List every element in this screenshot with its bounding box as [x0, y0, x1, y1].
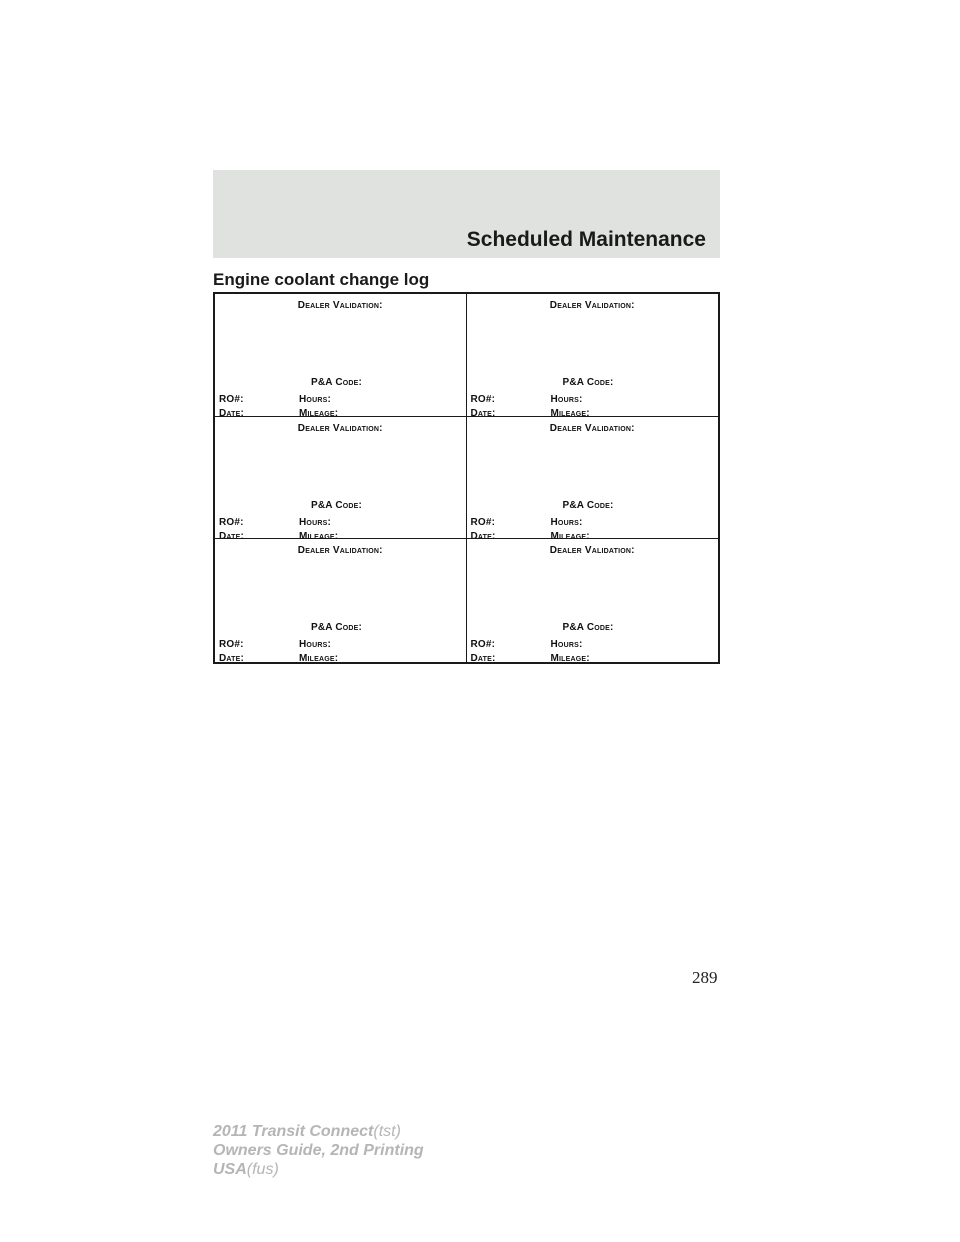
log-entry-cell — [467, 539, 719, 665]
ro-number-label: RO#: — [219, 394, 244, 405]
hours-label: Hours: — [550, 394, 583, 405]
dealer-validation-label: Dealer Validation: — [297, 545, 383, 557]
footer-line-3 — [213, 1160, 424, 1179]
hours-label: Hours: — [299, 639, 331, 651]
hours-label: Hours: — [299, 394, 331, 405]
pa-code-label: P&A Code: — [562, 377, 614, 388]
footer-line-2: Owners Guide, 2nd Printing — [213, 1142, 424, 1159]
log-entry-cell — [215, 417, 467, 540]
log-entry-cell — [467, 294, 719, 417]
date-label: Date: — [219, 653, 245, 665]
mileage-label: Mileage: — [299, 408, 339, 419]
pa-code-label: P&A Code: — [562, 622, 614, 634]
date-label: Date: — [470, 653, 496, 665]
pa-code-label: P&A Code: — [311, 622, 363, 634]
footer-model: 2011 Transit Connect — [213, 1123, 374, 1140]
page-number: 289 — [692, 968, 718, 987]
dealer-validation-label: Dealer Validation: — [297, 422, 383, 434]
dealer-validation-label: Dealer Validation: — [297, 300, 383, 311]
footer-market: USA — [213, 1161, 247, 1178]
dealer-validation-label: Dealer Validation: — [549, 422, 635, 434]
mileage-label: Mileage: — [550, 530, 590, 542]
footer-market-code: (fus) — [246, 1161, 279, 1178]
hours-label: Hours: — [550, 516, 583, 528]
log-entry-cell — [215, 539, 467, 665]
section-header-band — [213, 170, 720, 258]
date-label: Date: — [219, 530, 245, 542]
dealer-validation-label: Dealer Validation: — [549, 545, 635, 557]
date-label: Date: — [219, 408, 245, 419]
hours-label: Hours: — [550, 639, 583, 651]
hours-label: Hours: — [299, 516, 331, 528]
print-footer — [213, 1122, 424, 1179]
coolant-change-log-table — [213, 292, 720, 664]
date-label: Date: — [470, 530, 496, 542]
ro-number-label: RO#: — [470, 516, 496, 528]
pa-code-label: P&A Code: — [562, 499, 614, 511]
ro-number-label: RO#: — [470, 639, 496, 651]
mileage-label: Mileage: — [299, 653, 339, 665]
dealer-validation-label: Dealer Validation: — [549, 300, 635, 311]
footer-model-code: (tst) — [373, 1123, 401, 1140]
ro-number-label: RO#: — [219, 516, 244, 528]
mileage-label: Mileage: — [550, 653, 590, 665]
date-label: Date: — [470, 408, 496, 419]
log-title: Engine coolant change log — [213, 270, 430, 289]
log-entry-cell — [467, 417, 719, 540]
ro-number-label: RO#: — [219, 639, 244, 651]
ro-number-label: RO#: — [470, 394, 496, 405]
mileage-label: Mileage: — [550, 408, 590, 419]
section-title: Scheduled Maintenance — [466, 228, 706, 251]
pa-code-label: P&A Code: — [311, 499, 363, 511]
footer-line-1 — [213, 1122, 424, 1141]
log-entry-cell — [215, 294, 467, 417]
pa-code-label: P&A Code: — [311, 377, 363, 388]
mileage-label: Mileage: — [299, 530, 339, 542]
